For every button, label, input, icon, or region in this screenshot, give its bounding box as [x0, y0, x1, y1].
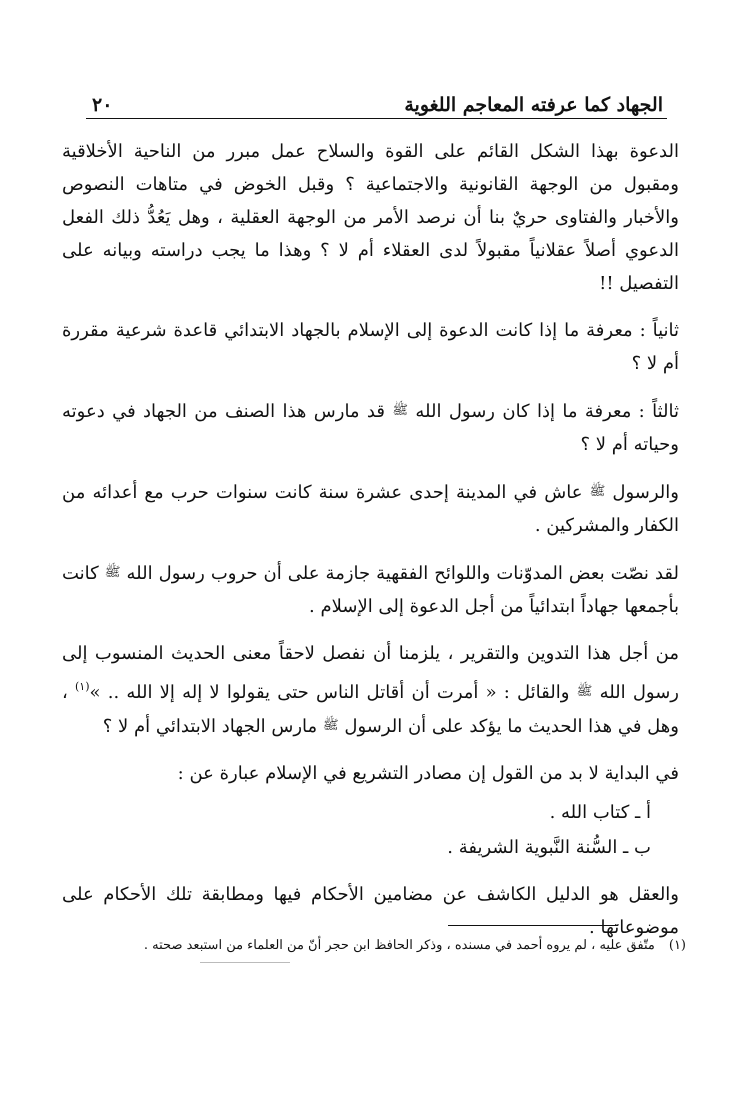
footnote-underline [200, 962, 290, 963]
honorific-glyph: ﷺ [104, 565, 121, 580]
paragraph-3-text-b: قد مارس هذا الصنف من الجهاد في دعوته وحياته أم لا ؟ [62, 401, 679, 455]
paragraph-2: ثانياً : معرفة ما إذا كانت الدعوة إلى الإسلام بالجهاد الابتدائي قاعدة شرعية مقررة أم لا ؟ [62, 320, 679, 374]
footnote-number: (١) [668, 938, 686, 953]
paragraph-1: الدعوة بهذا الشكل القائم على القوة والسلاح عمل مبرر من الناحية الأخلاقية ومقبول من الوجهة القانونية والاجتماعية ؟ وقبل الخوض في متاهات النصوص والأخبار والفتاوى حريٌ بنا أن نرصد الأمر من الوجهة العقلية ، وهل يَعُدُّ ذلك الفعل الدعوي أصلاً عقلانياً مقبولاً لدى العقلاء أم لا ؟ وهذا ما يجب دراسته وبيانه على التفصيل !! [62, 141, 679, 294]
paragraph-7: في البداية لا بد من القول إن مصادر التشريع في الإسلام عبارة عن : [177, 763, 679, 784]
main-text [62, 135, 679, 958]
paragraph-6-text-d: مارس الجهاد الابتدائي أم لا ؟ [102, 716, 323, 737]
page-number: ٢٠ [92, 94, 113, 116]
honorific-glyph: ﷺ [589, 484, 606, 499]
paragraph-5 [62, 556, 679, 623]
paragraph-4-text-b: عاش في المدينة إحدى عشرة سنة كانت سنوات حرب مع أعدائه من الكفار والمشركين . [62, 482, 679, 536]
paragraph-6-text-b: والقائل : « أمرت أن أقاتل الناس حتى يقولوا لا إله إلا الله .. » [89, 682, 577, 703]
paragraph-8: والعقل هو الدليل الكاشف عن مضامين الأحكام فيها ومطابقة تلك الأحكام على موضوعاتها . [62, 884, 679, 938]
header-divider [86, 118, 667, 119]
paragraph-3 [62, 394, 679, 461]
paragraph-6-text-c: ، وهل في هذا الحديث ما يؤكد على أن الرسول [62, 682, 679, 737]
list-item-1: أ ـ كتاب الله . [549, 802, 651, 823]
honorific-glyph: ﷺ [322, 718, 339, 733]
footnote [90, 936, 686, 956]
footnote-reference[interactable]: (١) [75, 680, 90, 693]
paragraph-3-text-a: ثالثاً : معرفة ما إذا كان رسول الله [408, 401, 679, 422]
running-title: الجهاد كما عرفته المعاجم اللغوية [404, 94, 663, 116]
honorific-glyph: ﷺ [392, 403, 409, 418]
footnote-divider [448, 925, 618, 926]
paragraph-4-text-a: والرسول [605, 482, 679, 503]
honorific-glyph: ﷺ [576, 684, 593, 699]
paragraph-4 [62, 475, 679, 542]
paragraph-5-text-a: لقد نصّت بعض المدوّنات واللوائح الفقهية جازمة على أن حروب رسول الله [120, 563, 680, 584]
paragraph-5-text-b: كانت بأجمعها جهاداً ابتدائياً من أجل الدعوة إلى الإسلام . [62, 563, 679, 617]
footnote-text: متّفق عليه ، لم يروه أحمد في مسنده ، وذكر الحافظ ابن حجر أنّ من العلماء من استبعد صحته . [143, 938, 655, 953]
list-item-2: ب ـ السُّنة النَّبوية الشريفة . [447, 837, 651, 858]
paragraph-6-text-a: من أجل هذا التدوين والتقرير ، يلزمنا أن نفصل لاحقاً معنى الحديث المنسوب إلى رسول الله [62, 643, 679, 703]
paragraph-6 [62, 637, 679, 743]
page-header [92, 82, 663, 116]
